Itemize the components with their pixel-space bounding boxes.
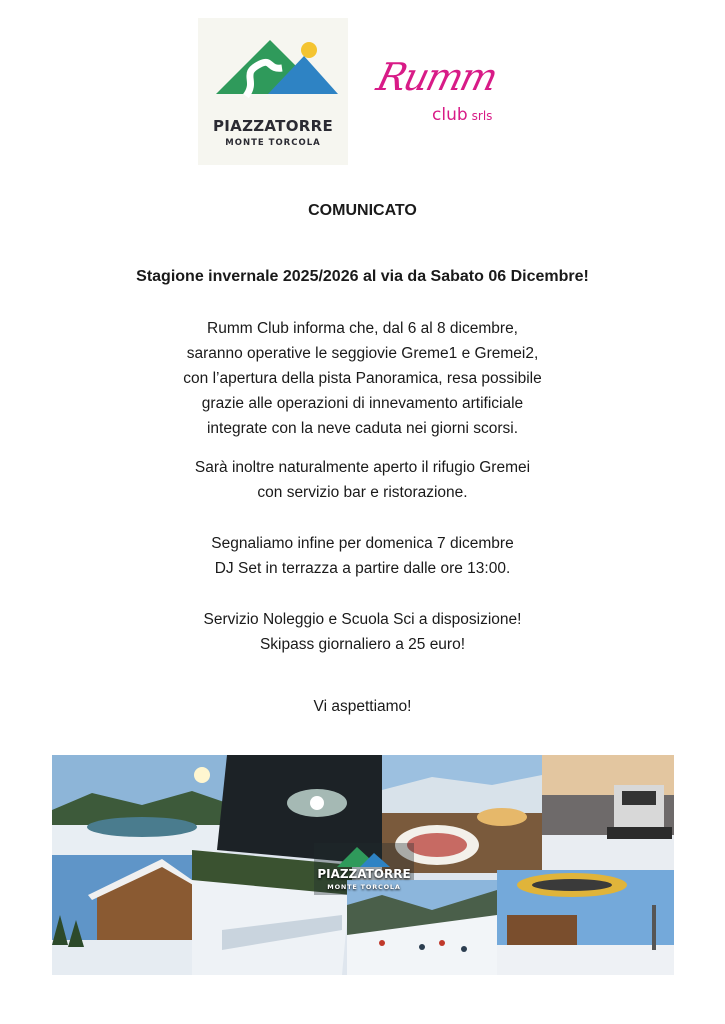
logo-name: PIAZZATORRE — [212, 117, 333, 135]
paragraph-line: Rumm Club informa che, dal 6 al 8 dicembre, — [207, 320, 518, 337]
chalet-photo — [52, 855, 207, 975]
paragraph-line: con l’apertura della pista Panoramica, resa possibile — [183, 370, 542, 387]
paragraph-line: Sarà inoltre naturalmente aperto il rifugio Gremei — [194, 459, 531, 476]
snow-groomer-photo — [542, 755, 674, 870]
paragraph-line: Servizio Noleggio e Scuola Sci a disposizione! — [203, 611, 522, 628]
paragraph-line: con servizio bar e ristorazione. — [257, 484, 468, 501]
snowy-lake-photo — [52, 755, 227, 855]
skiers-photo — [347, 880, 497, 975]
rumm-club-word: club — [432, 105, 468, 125]
chairlift-photo — [497, 870, 674, 975]
paragraph-line: saranno operative le seggiovie Greme1 e Gremei2, — [186, 345, 539, 362]
photo-collage — [52, 755, 674, 975]
document-title: COMUNICATO — [308, 202, 417, 219]
paragraph-line: grazie alle operazioni di innevamento artificiale — [201, 395, 524, 412]
paragraph-operations — [0, 316, 725, 441]
collage-logo-name: PIAZZATORRE — [317, 867, 411, 881]
paragraph-dj-set — [0, 531, 725, 581]
paragraph-line: integrate con la neve caduta nei giorni scorsi. — [206, 420, 519, 437]
paragraph-rifugio — [0, 455, 725, 505]
paragraph-line: Vi aspettiamo! — [313, 698, 412, 715]
rumm-club-logo — [370, 55, 515, 130]
document-headline: Stagione invernale 2025/2026 al via da Sabato 06 Dicembre! — [136, 268, 589, 285]
piazzatorre-logo — [198, 18, 348, 165]
paragraph-line: DJ Set in terrazza a partire dalle ore 13:00. — [214, 560, 511, 577]
paragraph-services — [0, 607, 725, 657]
paragraph-line: Skipass giornaliero a 25 euro! — [259, 636, 466, 653]
paragraph-line: Segnaliamo infine per domenica 7 dicembre — [211, 535, 514, 552]
rumm-club-text — [432, 105, 492, 125]
rumm-script-text: Rumm — [372, 55, 501, 99]
paragraph-closing — [0, 694, 725, 719]
rumm-srls-text: srls — [471, 109, 493, 123]
collage-logo-subtitle: MONTE TORCOLA — [327, 883, 401, 891]
logo-subtitle: MONTE TORCOLA — [225, 138, 321, 148]
